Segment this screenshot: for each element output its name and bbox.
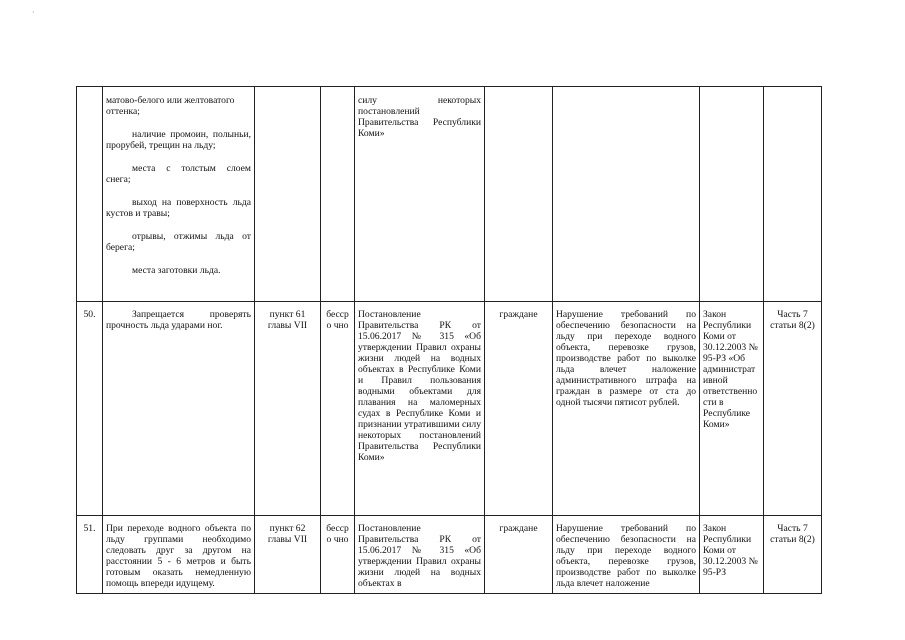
subject-cell: граждане — [485, 302, 553, 516]
legal-act-cell: Постановление Правительства РК от 15.06.2017 № 315 «Об утверждении Правил охраны жизни людей на водных объектах в — [355, 516, 485, 594]
page-mark: · — [32, 8, 35, 17]
row-number: 51. — [77, 516, 103, 594]
subject-cell: граждане — [485, 516, 553, 594]
point-cell — [255, 87, 321, 302]
term-cell: бессро чно — [321, 302, 355, 516]
table-row — [77, 302, 822, 516]
requirement-line: места заготовки льда. — [132, 265, 221, 276]
violation-cell: Нарушение требований по обеспечению безопасности на льду при переходе водного объекта, перевозке грузов, производстве работ по выколке льда влечет наложение административного штрафа на граждан в размере от ста до одной тысячи пятисот рублей. — [553, 302, 700, 516]
article-cell — [764, 87, 822, 302]
point-cell: пункт 62 главы VII — [255, 516, 321, 594]
term-cell — [321, 87, 355, 302]
requirements-table — [76, 86, 822, 594]
requirement-line: отрывы, отжимы льда от берега; — [106, 231, 251, 253]
violation-cell — [553, 87, 700, 302]
legal-act-cell: силу некоторых постановлений Правительства Республики Коми» — [355, 87, 485, 302]
term-cell: бессро чно — [321, 516, 355, 594]
law-cell: Закон Республики Коми от 30.12.2003 № 95-РЗ — [700, 516, 764, 594]
requirement-line: наличие промоин, полыньи, прорубей, трещин на льду; — [106, 129, 251, 151]
article-cell: Часть 7 статьи 8(2) — [764, 302, 822, 516]
article-cell: Часть 7 статьи 8(2) — [764, 516, 822, 594]
table-row — [77, 516, 822, 594]
requirement-cell: При переходе водного объекта по льду группами необходимо следовать друг за другом на расстоянии 5 - 6 метров и быть готовым оказать немедленную помощь впереди идущему. — [103, 516, 255, 594]
requirement-line: матово-белого или желтоватого оттенка; — [106, 95, 235, 117]
requirement-line: выход на поверхность льда кустов и травы; — [106, 197, 251, 219]
law-cell: Закон Республики Коми от 30.12.2003 № 95-РЗ «Об административной ответственности в Республике Коми» — [700, 302, 764, 516]
requirement-line: места с толстым слоем снега; — [106, 163, 251, 185]
law-cell — [700, 87, 764, 302]
requirement-line: Запрещается проверять прочность льда ударами ног. — [106, 309, 251, 331]
requirement-cell — [103, 87, 255, 302]
point-cell: пункт 61 главы VII — [255, 302, 321, 516]
table-row — [77, 87, 822, 302]
legal-act-cell: Постановление Правительства РК от 15.06.2017 № 315 «Об утверждении Правил охраны жизни людей на водных объектах в Республике Коми и Правил пользования водными объектами для плавания на маломерных судах в Республике Коми и признании утратившими силу некоторых постановлений Правительства Республики Коми» — [355, 302, 485, 516]
row-number — [77, 87, 103, 302]
violation-cell: Нарушение требований по обеспечению безопасности на льду при переходе водного объекта, перевозке грузов, производстве работ по выколке льда влечет наложение — [553, 516, 700, 594]
row-number: 50. — [77, 302, 103, 516]
subject-cell — [485, 87, 553, 302]
requirement-cell — [103, 302, 255, 516]
